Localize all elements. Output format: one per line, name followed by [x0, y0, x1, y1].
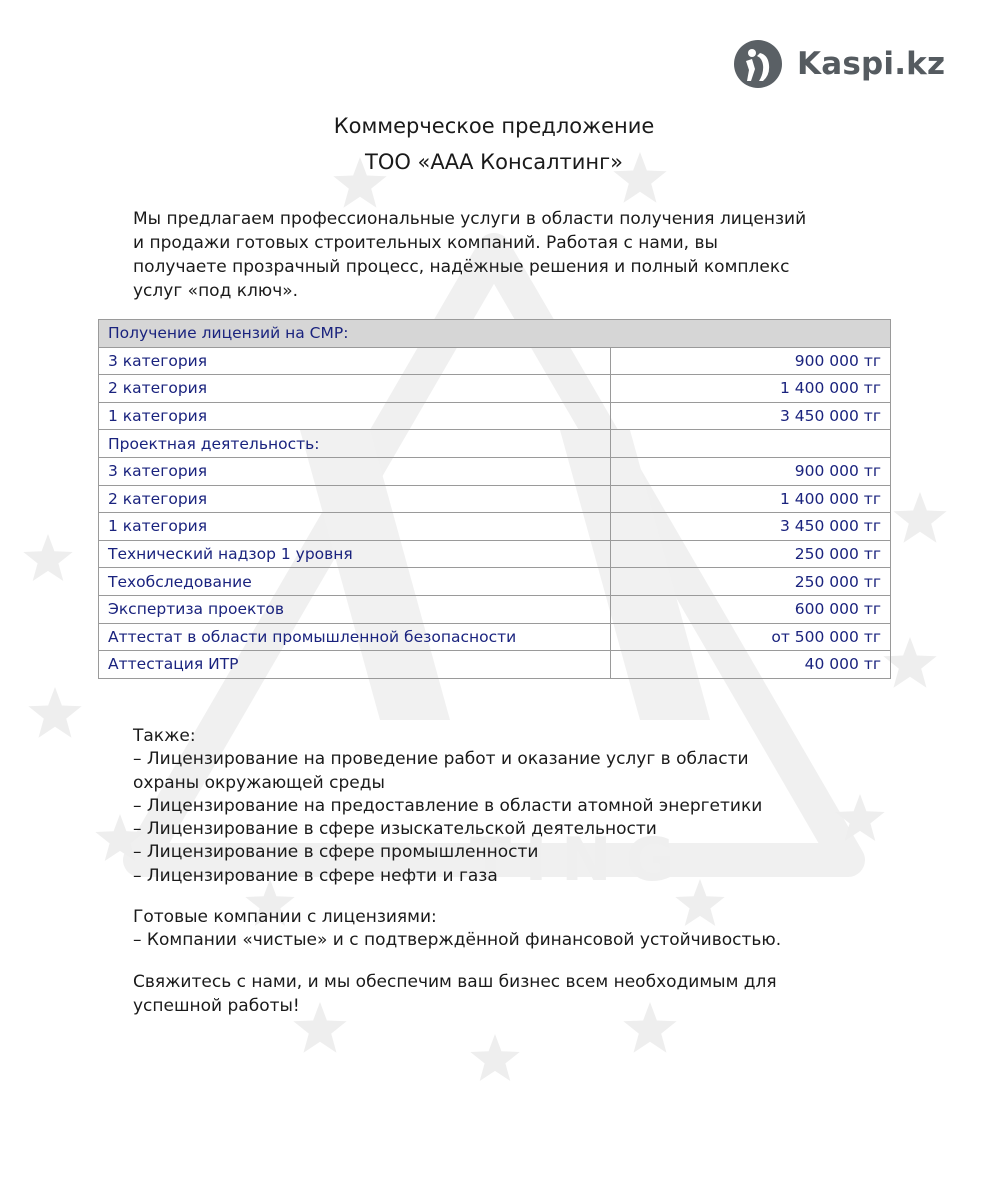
contact-paragraph — [133, 970, 853, 1018]
price-cell: от 500 000 тг — [611, 623, 891, 651]
brand-name: Kaspi.kz — [797, 46, 946, 82]
intro-line: услуг «под ключ». — [133, 281, 299, 301]
price-cell: 3 450 000 тг — [611, 402, 891, 430]
price-cell: 1 400 000 тг — [611, 375, 891, 403]
ready-line: – Компании «чистые» и с подтверждённой финансовой устойчивостью. — [133, 930, 782, 951]
table-row — [99, 568, 891, 596]
service-cell: 3 категория — [99, 347, 611, 375]
service-cell: Экспертиза проектов — [99, 595, 611, 623]
service-cell: 2 категория — [99, 375, 611, 403]
price-cell: 3 450 000 тг — [611, 513, 891, 541]
contact-line: успешной работы! — [133, 996, 300, 1016]
table-row — [99, 651, 891, 679]
table-row — [99, 513, 891, 541]
service-cell: 2 категория — [99, 485, 611, 513]
table-header-row — [99, 320, 891, 348]
document-title: Коммерческое предложение — [333, 114, 655, 138]
price-cell: 600 000 тг — [611, 595, 891, 623]
price-cell: 250 000 тг — [611, 540, 891, 568]
also-line: – Лицензирование в сфере промышленности — [133, 842, 539, 863]
company-name: ТОО «ААА Консалтинг» — [365, 150, 623, 174]
also-line: – Лицензирование в сфере изыскательской деятельности — [133, 819, 657, 840]
watermark-star-icon — [470, 1034, 519, 1081]
table-row — [99, 623, 891, 651]
intro-line: получаете прозрачный процесс, надёжные решения и полный комплекс — [133, 257, 790, 277]
watermark-text: TING — [470, 825, 689, 895]
service-cell: 1 категория — [99, 513, 611, 541]
watermark-star-icon — [883, 637, 936, 688]
service-cell: Аттестат в области промышленной безопасности — [99, 623, 611, 651]
table-row — [99, 375, 891, 403]
price-cell — [611, 430, 891, 458]
table-row — [99, 457, 891, 485]
service-cell: Технический надзор 1 уровня — [99, 540, 611, 568]
service-cell: 1 категория — [99, 402, 611, 430]
kaspi-brand — [733, 38, 945, 90]
watermark-star-icon — [893, 492, 946, 543]
table-row — [99, 540, 891, 568]
also-line: – Лицензирование в сфере нефти и газа — [133, 865, 498, 886]
price-cell: 900 000 тг — [611, 347, 891, 375]
watermark-star-icon — [23, 534, 72, 581]
also-heading: Также: — [133, 726, 196, 746]
also-line: охраны окружающей среды — [133, 772, 385, 793]
price-table — [98, 319, 891, 679]
intro-paragraph — [133, 207, 873, 303]
service-cell: 3 категория — [99, 457, 611, 485]
watermark-star-icon — [28, 687, 81, 738]
intro-line: Мы предлагаем профессиональные услуги в области получения лицензий — [133, 209, 807, 229]
also-section — [133, 725, 873, 888]
table-header-cell: Получение лицензий на СМР: — [99, 320, 891, 348]
table-row — [99, 430, 891, 458]
intro-line: и продажи готовых строительных компаний. Работая с нами, вы — [133, 233, 718, 253]
ready-heading: Готовые компании с лицензиями: — [133, 907, 437, 927]
price-cell: 250 000 тг — [611, 568, 891, 596]
also-line: – Лицензирование на предоставление в области атомной энергетики — [133, 795, 763, 816]
table-row — [99, 595, 891, 623]
service-cell: Аттестация ИТР — [99, 651, 611, 679]
also-line: – Лицензирование на проведение работ и оказание услуг в области — [133, 749, 749, 770]
table-row — [99, 402, 891, 430]
table-row — [99, 485, 891, 513]
table-row — [99, 347, 891, 375]
price-cell: 900 000 тг — [611, 457, 891, 485]
kaspi-logo-icon — [733, 39, 783, 89]
ready-companies-section — [133, 906, 873, 953]
contact-line: Свяжитесь с нами, и мы обеспечим ваш бизнес всем необходимым для — [133, 972, 777, 992]
section-cell: Проектная деятельность: — [99, 430, 611, 458]
price-cell: 1 400 000 тг — [611, 485, 891, 513]
service-cell: Техобследование — [99, 568, 611, 596]
price-cell: 40 000 тг — [611, 651, 891, 679]
